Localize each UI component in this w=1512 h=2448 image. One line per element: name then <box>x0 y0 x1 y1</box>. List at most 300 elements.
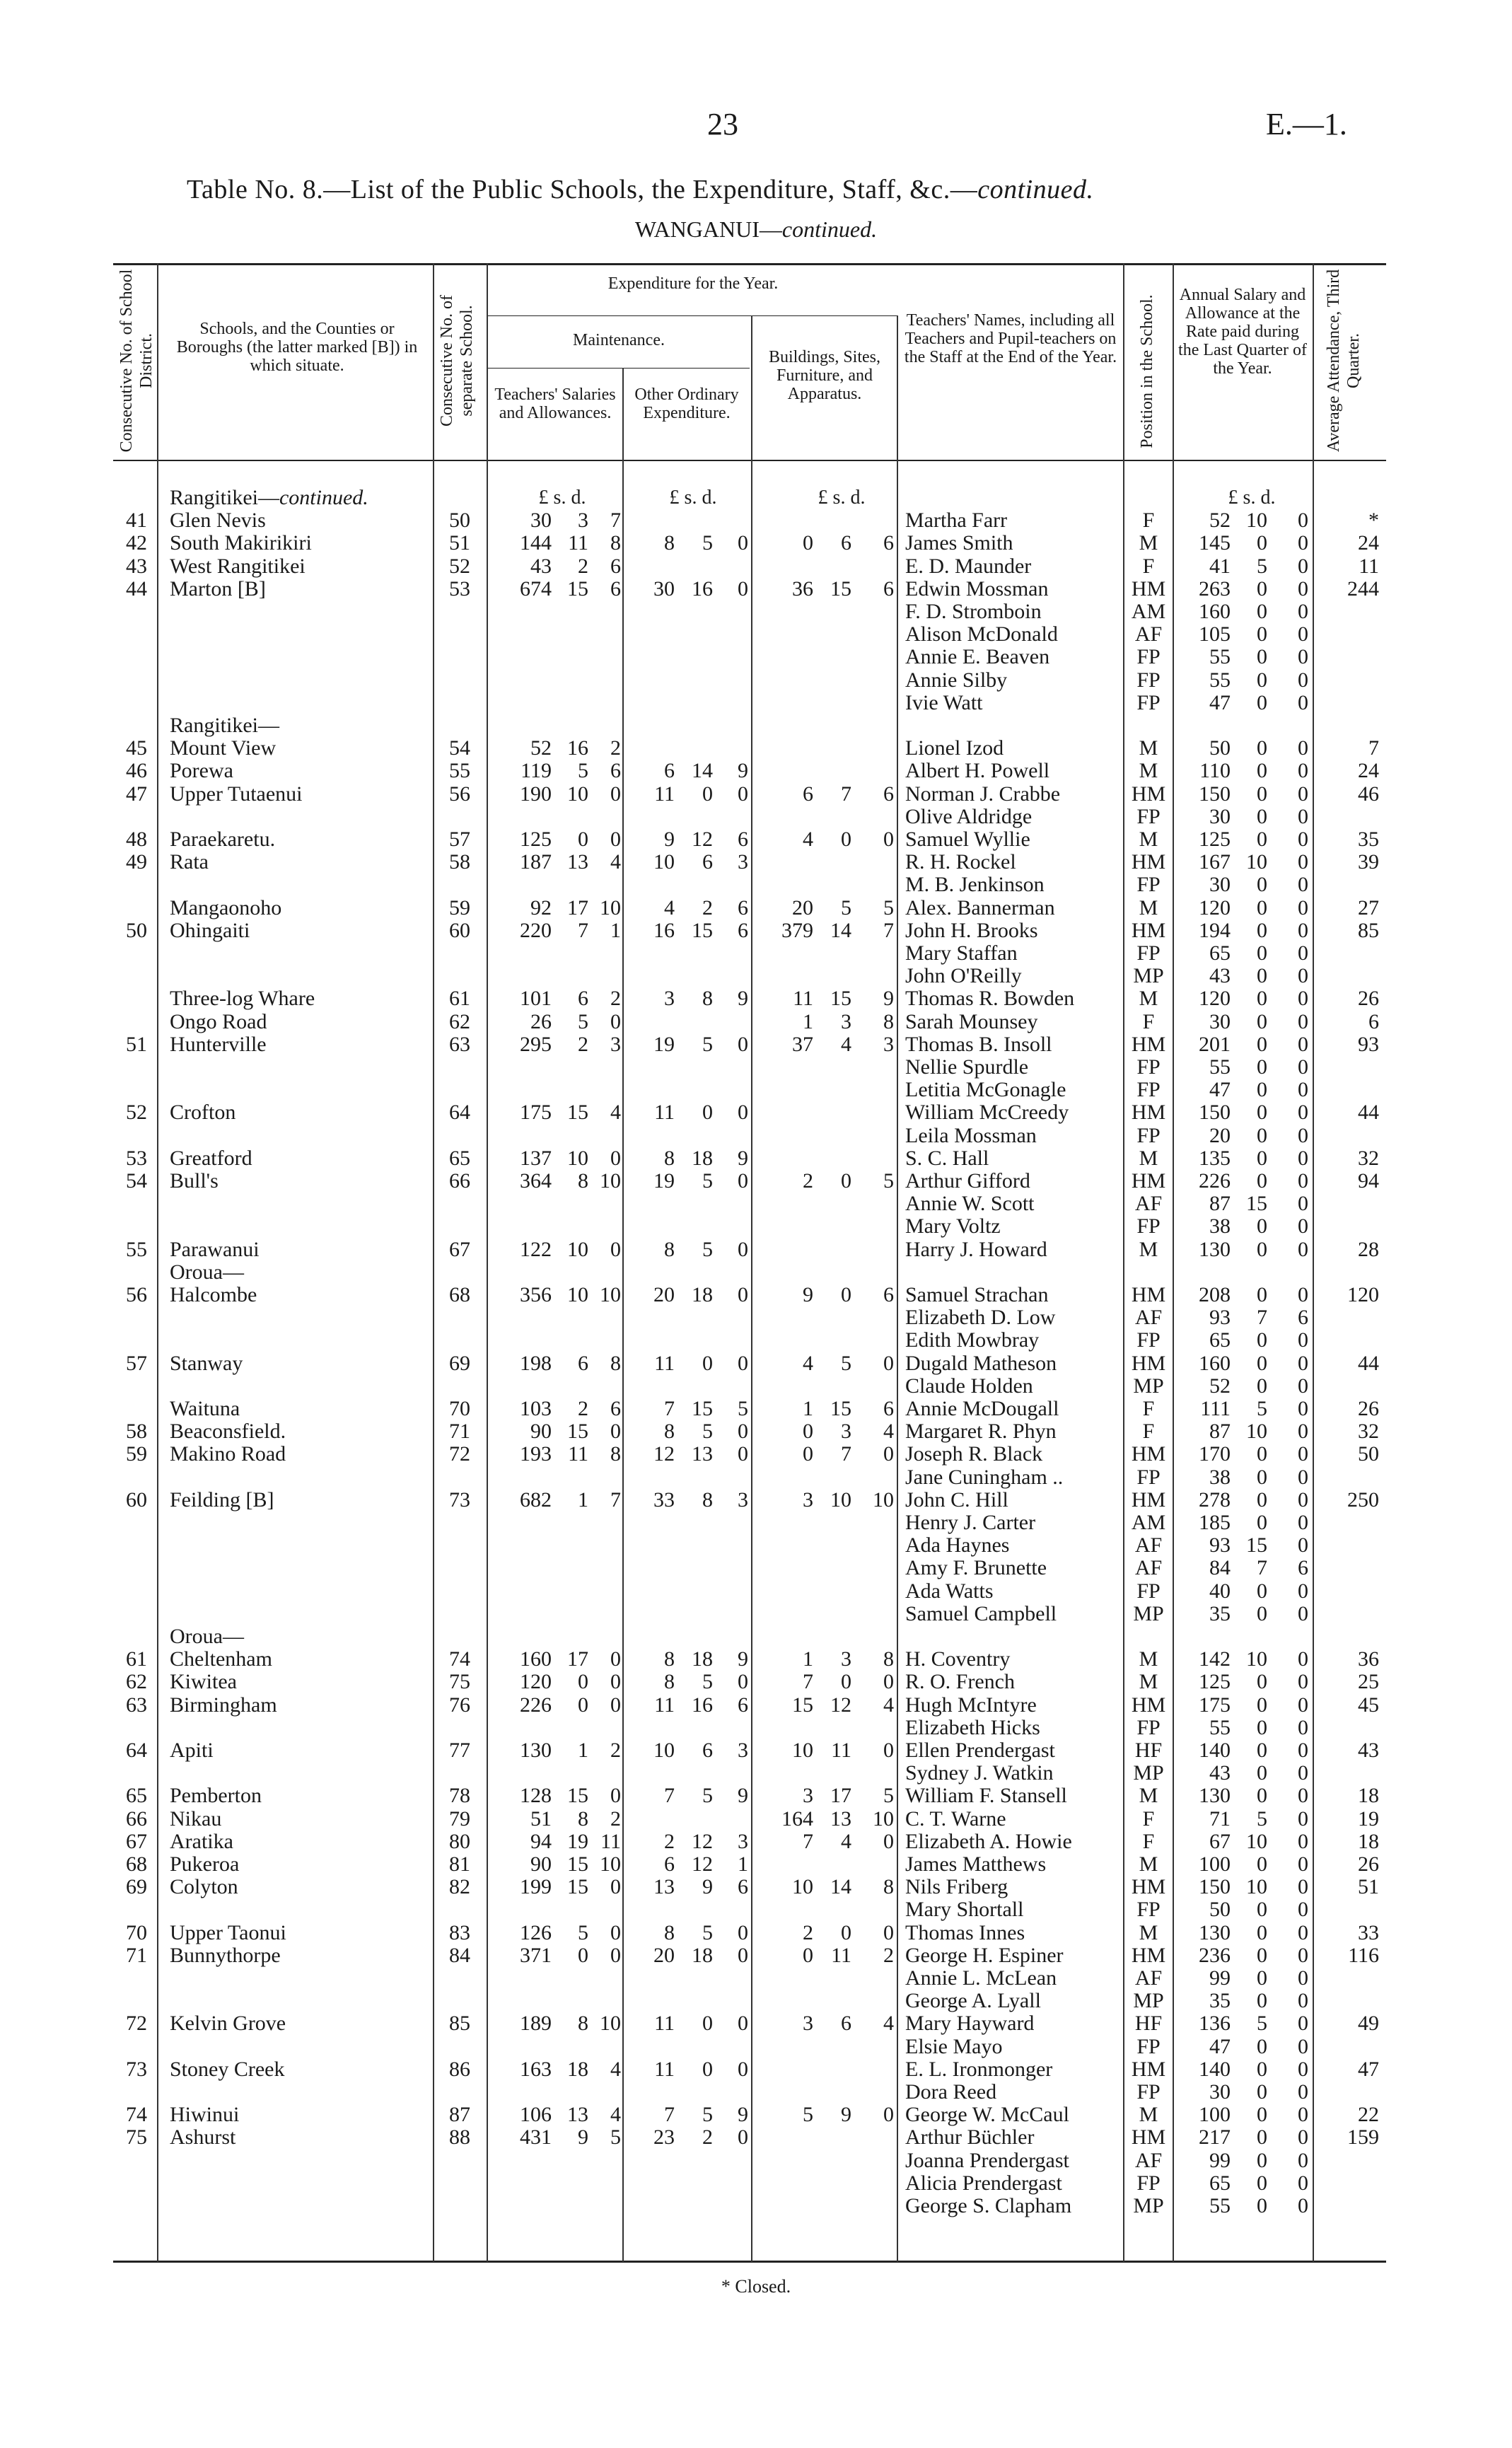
annual-salary-amount: 71 <box>1209 1806 1231 1831</box>
annual-salary-amount: 55 <box>1209 1715 1231 1739</box>
annual-salary-amount: 0 <box>1257 1123 1267 1147</box>
average-attendance: 27 <box>1358 895 1379 920</box>
school-name: South Makirikiri <box>170 531 312 555</box>
header-bottom-rule <box>113 460 1386 461</box>
teacher-name: F. D. Stromboin <box>905 600 1042 623</box>
annual-salary-amount: 0 <box>1298 1009 1308 1033</box>
buildings-amount: 0 <box>841 1169 851 1193</box>
other-expenditure-amount: 2 <box>664 1829 675 1853</box>
annual-salary-amount: 201 <box>1199 1032 1231 1056</box>
annual-salary-amount: 105 <box>1199 622 1231 646</box>
teachers-salaries-amount: 1 <box>610 918 621 942</box>
annual-salary-amount: 0 <box>1298 1192 1308 1216</box>
average-attendance: 244 <box>1347 576 1379 601</box>
annual-salary-amount: 0 <box>1257 1579 1267 1603</box>
teacher-position: AF <box>1134 1556 1163 1580</box>
teacher-name: Edith Mowbray <box>905 1328 1040 1352</box>
annual-salary-amount: 0 <box>1298 600 1308 623</box>
header-top-rule <box>113 263 1386 265</box>
annual-salary-amount: 0 <box>1257 1169 1267 1193</box>
page-code: E.—1. <box>1266 107 1347 141</box>
other-expenditure-amount: 8 <box>702 987 713 1011</box>
teachers-salaries-amount: 0 <box>610 1875 621 1899</box>
teacher-position: M <box>1139 2103 1158 2127</box>
other-expenditure-amount: 0 <box>738 2012 748 2036</box>
teacher-position: HM <box>1131 1032 1166 1056</box>
other-expenditure-amount: 20 <box>653 1283 675 1306</box>
teacher-position: HM <box>1131 918 1166 942</box>
annual-salary-amount: 0 <box>1257 1237 1267 1261</box>
other-expenditure-amount: 15 <box>692 1397 713 1420</box>
buildings-amount: 4 <box>883 1693 894 1717</box>
county-heading: Rangitikei—continued. <box>170 486 368 509</box>
teachers-salaries-amount: 674 <box>520 576 552 601</box>
teachers-salaries-amount: 10 <box>600 895 621 920</box>
average-attendance: 32 <box>1358 1146 1379 1170</box>
other-expenditure-amount: 0 <box>738 1237 748 1261</box>
buildings-amount: 2 <box>803 1920 813 1944</box>
teacher-position: F <box>1142 1420 1155 1444</box>
separate-school-number: 67 <box>449 1237 470 1261</box>
annual-salary-amount: 0 <box>1257 531 1267 555</box>
separate-school-number: 78 <box>449 1784 470 1808</box>
annual-salary-amount: 0 <box>1298 668 1308 692</box>
other-expenditure-amount: 13 <box>692 1442 713 1466</box>
annual-salary-amount: 93 <box>1209 1306 1231 1330</box>
other-expenditure-amount: 11 <box>654 1351 675 1375</box>
annual-salary-amount: 125 <box>1199 828 1231 851</box>
teacher-name: Edwin Mossman <box>905 576 1049 601</box>
school-name: Nikau <box>170 1806 222 1831</box>
average-attendance: 26 <box>1358 1852 1379 1876</box>
other-expenditure-amount: 14 <box>692 759 713 783</box>
annual-salary-amount: 99 <box>1209 2148 1231 2172</box>
buildings-amount: 6 <box>883 531 894 555</box>
teachers-salaries-amount: 6 <box>610 759 621 783</box>
teacher-name: E. L. Ironmonger <box>905 2057 1053 2081</box>
buildings-amount: 10 <box>830 1487 851 1512</box>
annual-salary-amount: 0 <box>1298 873 1308 897</box>
school-name: Ashurst <box>170 2125 236 2150</box>
teachers-salaries-amount: 130 <box>520 1739 552 1762</box>
annual-salary-amount: 0 <box>1298 2148 1308 2172</box>
annual-salary-amount: 0 <box>1257 2194 1267 2217</box>
other-expenditure-amount: 20 <box>653 1943 675 1967</box>
buildings-amount: 0 <box>883 1670 894 1694</box>
teacher-position: FP <box>1136 1328 1161 1352</box>
buildings-amount: 4 <box>803 828 813 851</box>
annual-salary-amount: 0 <box>1298 1169 1308 1193</box>
teachers-salaries-amount: 6 <box>610 554 621 578</box>
annual-salary-amount: 10 <box>1246 1420 1267 1444</box>
table-title <box>0 174 1512 205</box>
teacher-position: HM <box>1131 2057 1166 2081</box>
teachers-salaries-amount: 364 <box>520 1169 552 1193</box>
annual-salary-amount: 0 <box>1298 828 1308 851</box>
teacher-position: AF <box>1134 1192 1163 1216</box>
other-expenditure-amount: 9 <box>738 2103 748 2127</box>
annual-salary-amount: 0 <box>1257 2034 1267 2058</box>
annual-salary-amount: 67 <box>1209 1829 1231 1853</box>
annual-salary-amount: 0 <box>1298 1989 1308 2013</box>
other-expenditure-amount: 5 <box>702 1784 713 1808</box>
school-name: Marton [B] <box>170 576 266 601</box>
teacher-position: HM <box>1131 850 1166 874</box>
district-number: 64 <box>126 1739 147 1762</box>
separate-school-number: 52 <box>449 554 470 578</box>
buildings-amount: 11 <box>831 1943 851 1967</box>
annual-salary-amount: 167 <box>1199 850 1231 874</box>
annual-salary-amount: 0 <box>1298 1397 1308 1420</box>
teachers-salaries-amount: 189 <box>520 2012 552 2036</box>
district-number: 68 <box>126 1852 147 1876</box>
currency-header-buildings: £ s. d. <box>818 487 866 509</box>
teacher-position: MP <box>1133 2194 1164 2217</box>
annual-salary-amount: 0 <box>1257 804 1267 828</box>
district-number: 58 <box>126 1420 147 1444</box>
annual-salary-amount: 10 <box>1246 1875 1267 1899</box>
teachers-salaries-amount: 144 <box>520 531 552 555</box>
other-expenditure-amount: 0 <box>702 782 713 806</box>
teachers-salaries-amount: 4 <box>610 1101 621 1125</box>
teachers-salaries-amount: 0 <box>578 828 588 851</box>
annual-salary-amount: 0 <box>1257 1784 1267 1808</box>
annual-salary-amount: 0 <box>1298 1101 1308 1125</box>
other-expenditure-amount: 0 <box>738 1351 748 1375</box>
other-expenditure-amount: 18 <box>692 1283 713 1306</box>
annual-salary-amount: 0 <box>1257 1374 1267 1398</box>
col-line <box>751 315 752 2262</box>
annual-salary-amount: 140 <box>1199 2057 1231 2081</box>
school-name: Waituna <box>170 1397 240 1420</box>
other-expenditure-amount: 7 <box>664 1784 675 1808</box>
annual-salary-amount: 0 <box>1257 1328 1267 1352</box>
teacher-position: FP <box>1136 1078 1161 1102</box>
teacher-position: FP <box>1136 1055 1161 1079</box>
teacher-position: MP <box>1133 1601 1164 1625</box>
annual-salary-amount: 236 <box>1199 1943 1231 1967</box>
school-name: Kelvin Grove <box>170 2012 286 2036</box>
col-line <box>897 315 898 2262</box>
annual-salary-amount: 5 <box>1257 1397 1267 1420</box>
separate-school-number: 79 <box>449 1806 470 1831</box>
buildings-amount: 4 <box>883 2012 894 2036</box>
district-number: 46 <box>126 759 147 783</box>
annual-salary-amount: 43 <box>1209 1761 1231 1785</box>
annual-salary-amount: 0 <box>1257 2171 1267 2195</box>
district-number: 62 <box>126 1670 147 1694</box>
buildings-amount: 15 <box>830 1397 851 1420</box>
other-expenditure-amount: 9 <box>738 987 748 1011</box>
teachers-salaries-amount: 122 <box>520 1237 552 1261</box>
buildings-amount: 9 <box>883 987 894 1011</box>
school-name: Kiwitea <box>170 1670 237 1694</box>
separate-school-number: 70 <box>449 1397 470 1420</box>
annual-salary-amount: 10 <box>1246 1829 1267 1853</box>
other-expenditure-amount: 18 <box>692 1146 713 1170</box>
teachers-salaries-amount: 6 <box>578 987 588 1011</box>
annual-salary-amount: 136 <box>1199 2012 1231 2036</box>
annual-salary-amount: 0 <box>1257 1739 1267 1762</box>
other-expenditure-amount: 6 <box>702 850 713 874</box>
teachers-salaries-amount: 15 <box>567 1101 588 1125</box>
other-expenditure-amount: 6 <box>738 1875 748 1899</box>
teacher-name: Mary Voltz <box>905 1214 1001 1238</box>
annual-salary-amount: 0 <box>1257 987 1267 1011</box>
annual-salary-amount: 150 <box>1199 782 1231 806</box>
other-expenditure-amount: 23 <box>653 2125 675 2150</box>
annual-salary-amount: 20 <box>1209 1123 1231 1147</box>
teacher-position: M <box>1139 736 1158 760</box>
teacher-name: Ellen Prendergast <box>905 1739 1055 1762</box>
teachers-salaries-amount: 10 <box>600 1169 621 1193</box>
teacher-name: Joseph R. Black <box>905 1442 1043 1466</box>
teacher-name: Mary Hayward <box>905 2012 1035 2036</box>
teacher-position: FP <box>1136 1579 1161 1603</box>
teachers-salaries-amount: 26 <box>530 1009 552 1033</box>
header-position: Position in the School. <box>1138 294 1156 448</box>
annual-salary-amount: 0 <box>1298 1351 1308 1375</box>
other-expenditure-amount: 1 <box>738 1852 748 1876</box>
school-name: Parawanui <box>170 1237 260 1261</box>
teachers-salaries-amount: 2 <box>610 987 621 1011</box>
teachers-salaries-amount: 193 <box>520 1442 552 1466</box>
annual-salary-amount: 0 <box>1257 1283 1267 1306</box>
other-expenditure-amount: 6 <box>738 895 748 920</box>
annual-salary-amount: 0 <box>1298 1761 1308 1785</box>
district-number: 67 <box>126 1829 147 1853</box>
separate-school-number: 84 <box>449 1943 470 1967</box>
teacher-position: M <box>1139 895 1158 920</box>
other-expenditure-amount: 30 <box>653 576 675 601</box>
annual-salary-amount: 0 <box>1298 2103 1308 2127</box>
annual-salary-amount: 0 <box>1257 1101 1267 1125</box>
annual-salary-amount: 0 <box>1298 1123 1308 1147</box>
annual-salary-amount: 0 <box>1298 1943 1308 1967</box>
school-name: Glen Nevis <box>170 509 266 533</box>
annual-salary-amount: 0 <box>1257 1693 1267 1717</box>
annual-salary-amount: 0 <box>1298 1237 1308 1261</box>
separate-school-number: 54 <box>449 736 470 760</box>
buildings-amount: 15 <box>792 1693 813 1717</box>
header-other-expenditure: Other Ordinary Expenditure. <box>634 385 739 422</box>
title-prefix: Table No. 8.— <box>187 175 351 204</box>
other-expenditure-amount: 5 <box>702 2103 713 2127</box>
teacher-position: AF <box>1134 2148 1163 2172</box>
teachers-salaries-amount: 10 <box>567 1283 588 1306</box>
other-expenditure-amount: 0 <box>738 1032 748 1056</box>
buildings-amount: 11 <box>831 1739 851 1762</box>
buildings-amount: 6 <box>883 576 894 601</box>
teachers-salaries-amount: 0 <box>610 828 621 851</box>
teachers-salaries-amount: 11 <box>600 1829 621 1853</box>
other-expenditure-amount: 12 <box>692 1829 713 1853</box>
annual-salary-amount: 0 <box>1257 1761 1267 1785</box>
other-expenditure-amount: 10 <box>653 1739 675 1762</box>
buildings-amount: 10 <box>792 1875 813 1899</box>
annual-salary-amount: 130 <box>1199 1237 1231 1261</box>
buildings-amount: 5 <box>883 895 894 920</box>
buildings-amount: 6 <box>883 1283 894 1306</box>
annual-salary-amount: 0 <box>1298 1374 1308 1398</box>
other-expenditure-amount: 5 <box>702 1032 713 1056</box>
buildings-amount: 5 <box>883 1784 894 1808</box>
separate-school-number: 59 <box>449 895 470 920</box>
annual-salary-amount: 0 <box>1298 2125 1308 2150</box>
annual-salary-amount: 0 <box>1298 804 1308 828</box>
annual-salary-amount: 6 <box>1298 1306 1308 1330</box>
buildings-amount: 3 <box>841 1420 851 1444</box>
teacher-position: MP <box>1133 1761 1164 1785</box>
teachers-salaries-amount: 17 <box>567 895 588 920</box>
school-name: Pukeroa <box>170 1852 240 1876</box>
teacher-position: HM <box>1131 2125 1166 2150</box>
header-maintenance: Maintenance. <box>573 331 665 349</box>
school-name: Crofton <box>170 1101 236 1125</box>
annual-salary-amount: 194 <box>1199 918 1231 942</box>
teacher-position: HM <box>1131 1169 1166 1193</box>
annual-salary-amount: 38 <box>1209 1465 1231 1489</box>
teacher-name: Amy F. Brunette <box>905 1556 1047 1580</box>
annual-salary-amount: 0 <box>1298 1647 1308 1671</box>
other-expenditure-amount: 7 <box>664 1397 675 1420</box>
teacher-name: Mary Shortall <box>905 1898 1024 1922</box>
other-expenditure-amount: 11 <box>654 1693 675 1717</box>
annual-salary-amount: 65 <box>1209 2171 1231 2195</box>
separate-school-number: 51 <box>449 531 470 555</box>
annual-salary-amount: 55 <box>1209 645 1231 669</box>
other-expenditure-amount: 2 <box>702 2125 713 2150</box>
teachers-salaries-amount: 8 <box>610 1442 621 1466</box>
annual-salary-amount: 15 <box>1246 1533 1267 1557</box>
school-name: Beaconsfield. <box>170 1420 286 1444</box>
average-attendance: 39 <box>1358 850 1379 874</box>
teacher-position: HM <box>1131 1693 1166 1717</box>
other-expenditure-amount: 13 <box>653 1875 675 1899</box>
teacher-position: MP <box>1133 964 1164 988</box>
teachers-salaries-amount: 137 <box>520 1146 552 1170</box>
teacher-name: Dugald Matheson <box>905 1351 1057 1375</box>
teacher-position: HM <box>1131 782 1166 806</box>
buildings-amount: 3 <box>803 1487 813 1512</box>
buildings-amount: 37 <box>792 1032 813 1056</box>
teachers-salaries-amount: 3 <box>610 1032 621 1056</box>
average-attendance: 32 <box>1358 1420 1379 1444</box>
col-line <box>433 263 434 2262</box>
district-number: 63 <box>126 1693 147 1717</box>
teacher-position: HM <box>1131 1101 1166 1125</box>
annual-salary-amount: 0 <box>1298 1328 1308 1352</box>
teacher-position: HM <box>1131 1351 1166 1375</box>
other-expenditure-amount: 0 <box>702 1351 713 1375</box>
district-number: 41 <box>126 509 147 533</box>
teachers-salaries-amount: 5 <box>610 2125 621 2150</box>
average-attendance: 24 <box>1358 759 1379 783</box>
teachers-salaries-amount: 6 <box>610 1397 621 1420</box>
annual-salary-amount: 0 <box>1257 873 1267 897</box>
buildings-amount: 0 <box>883 828 894 851</box>
buildings-amount: 7 <box>883 918 894 942</box>
annual-salary-amount: 0 <box>1298 2171 1308 2195</box>
annual-salary-amount: 0 <box>1257 1898 1267 1922</box>
district-number: 72 <box>126 2012 147 2036</box>
annual-salary-amount: 0 <box>1257 828 1267 851</box>
other-expenditure-amount: 0 <box>738 576 748 601</box>
col-line <box>157 263 158 2262</box>
teacher-name: Alicia Prendergast <box>905 2171 1062 2195</box>
other-expenditure-amount: 6 <box>738 1693 748 1717</box>
average-attendance: 116 <box>1348 1943 1379 1967</box>
annual-salary-amount: 120 <box>1199 895 1231 920</box>
other-expenditure-amount: 5 <box>738 1397 748 1420</box>
district-number: 45 <box>126 736 147 760</box>
other-expenditure-amount: 3 <box>664 987 675 1011</box>
teacher-name: Thomas B. Insoll <box>905 1032 1052 1056</box>
teacher-position: HF <box>1134 2012 1163 2036</box>
buildings-amount: 5 <box>883 1169 894 1193</box>
teacher-name: Annie E. Beaven <box>905 645 1050 669</box>
annual-salary-amount: 99 <box>1209 1966 1231 1990</box>
teacher-position: FP <box>1136 668 1161 692</box>
teachers-salaries-amount: 160 <box>520 1647 552 1671</box>
annual-salary-amount: 55 <box>1209 1055 1231 1079</box>
teachers-salaries-amount: 52 <box>530 736 552 760</box>
school-name: Cheltenham <box>170 1647 272 1671</box>
average-attendance: 94 <box>1358 1169 1379 1193</box>
annual-salary-amount: 52 <box>1209 509 1231 533</box>
other-expenditure-amount: 0 <box>738 782 748 806</box>
teacher-position: FP <box>1136 873 1161 897</box>
buildings-amount: 7 <box>841 782 851 806</box>
teachers-salaries-amount: 15 <box>567 1784 588 1808</box>
district-number: 75 <box>126 2125 147 2150</box>
teachers-salaries-amount: 4 <box>610 2057 621 2081</box>
school-name: West Rangitikei <box>170 554 306 578</box>
annual-salary-amount: 55 <box>1209 668 1231 692</box>
teacher-name: John C. Hill <box>905 1487 1008 1512</box>
annual-salary-amount: 0 <box>1298 782 1308 806</box>
district-number: 48 <box>126 828 147 851</box>
teacher-position: M <box>1139 531 1158 555</box>
other-expenditure-amount: 9 <box>702 1875 713 1899</box>
buildings-amount: 4 <box>841 1032 851 1056</box>
teacher-position: M <box>1139 1146 1158 1170</box>
annual-salary-amount: 0 <box>1298 1784 1308 1808</box>
buildings-amount: 36 <box>792 576 813 601</box>
annual-salary-amount: 0 <box>1257 1351 1267 1375</box>
annual-salary-amount: 0 <box>1298 1146 1308 1170</box>
annual-salary-amount: 15 <box>1246 1192 1267 1216</box>
annual-salary-amount: 0 <box>1298 2194 1308 2217</box>
teacher-name: H. Coventry <box>905 1647 1011 1671</box>
average-attendance: 28 <box>1358 1237 1379 1261</box>
teacher-position: FP <box>1136 2034 1161 2058</box>
district-number: 65 <box>126 1784 147 1808</box>
annual-salary-amount: 0 <box>1257 1852 1267 1876</box>
other-expenditure-amount: 18 <box>692 1943 713 1967</box>
district-continued: continued. <box>781 216 878 242</box>
buildings-amount: 0 <box>841 828 851 851</box>
average-attendance: 7 <box>1368 736 1379 760</box>
annual-salary-amount: 30 <box>1209 2080 1231 2104</box>
school-name: Makino Road <box>170 1442 286 1466</box>
annual-salary-amount: 87 <box>1209 1420 1231 1444</box>
other-expenditure-amount: 8 <box>664 1647 675 1671</box>
annual-salary-amount: 0 <box>1298 759 1308 783</box>
teacher-name: Ivie Watt <box>905 690 983 714</box>
teachers-salaries-amount: 94 <box>530 1829 552 1853</box>
teacher-position: FP <box>1136 645 1161 669</box>
